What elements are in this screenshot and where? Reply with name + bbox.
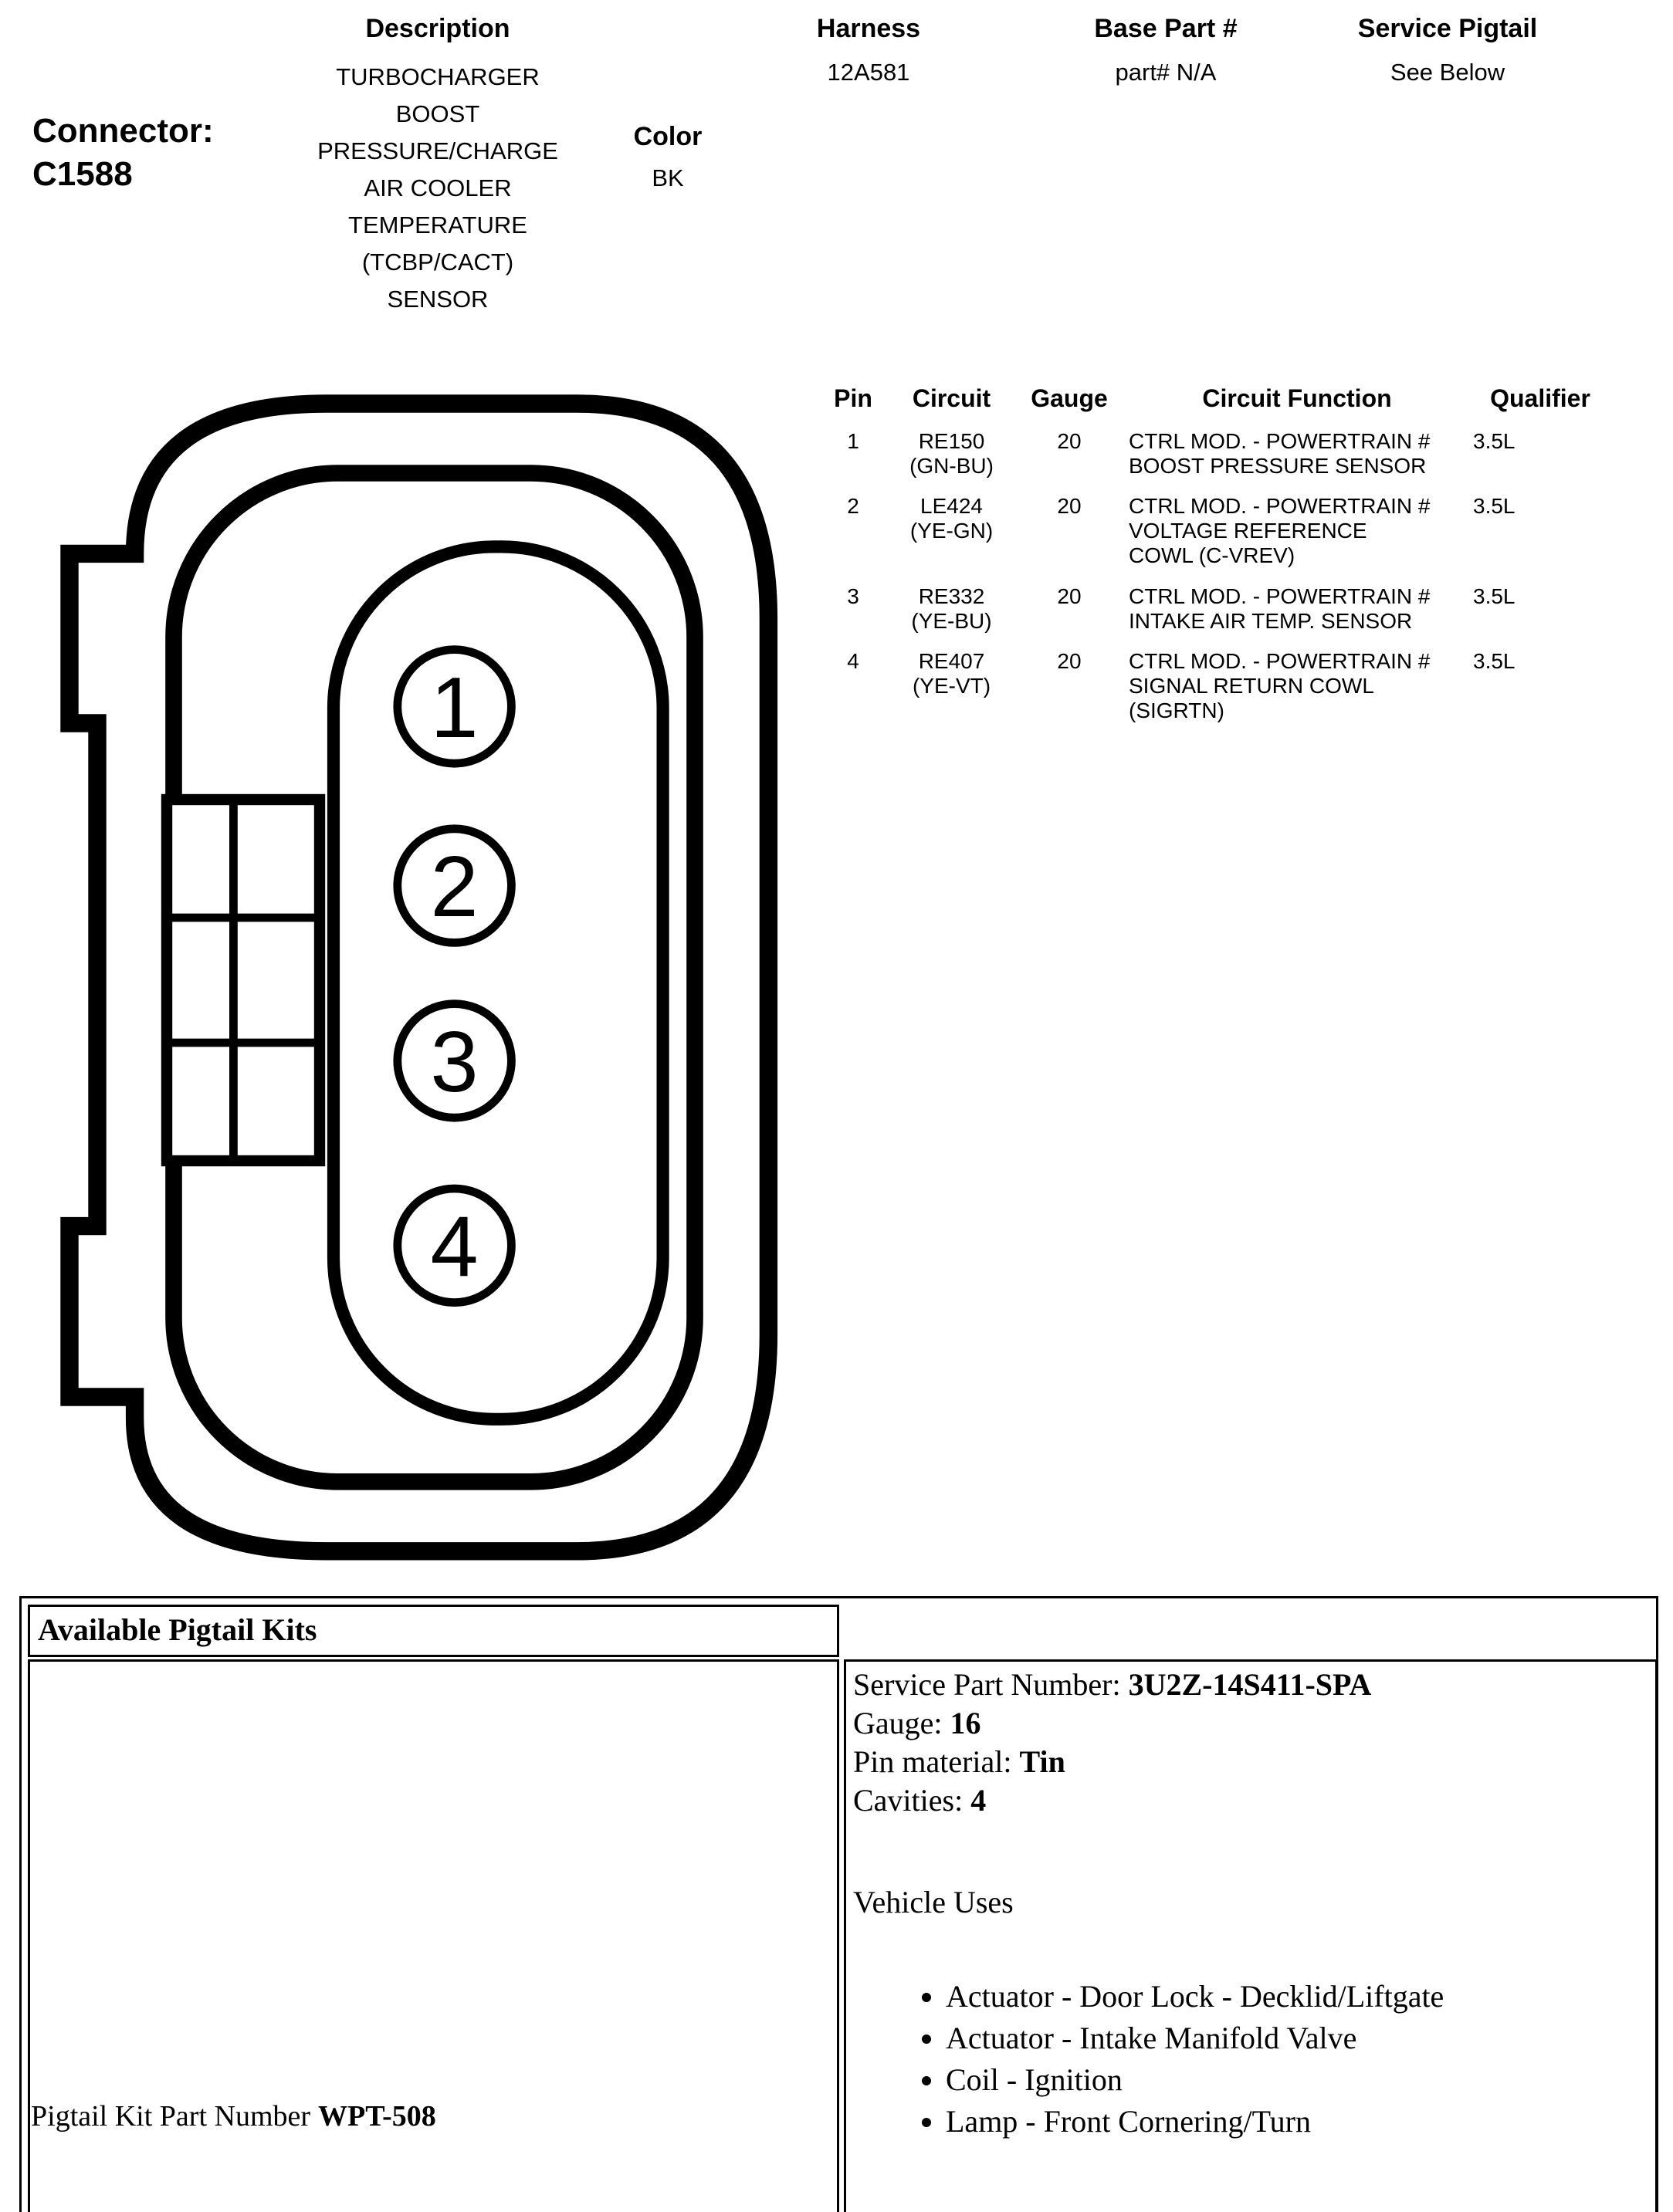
qualifier-cell: 3.5L: [1473, 649, 1516, 673]
circuit-cell: [884, 494, 1019, 543]
pin-material-line: [853, 1743, 1641, 1781]
gauge-cell: 20: [1057, 584, 1082, 608]
service-part-number-label: Service Part Number:: [853, 1667, 1121, 1702]
pin-number-cell: 1: [847, 429, 859, 453]
pigtail-kit-label: Pigtail Kit Part Number: [31, 2100, 311, 2133]
function-line: CTRL MOD. - POWERTRAIN #: [1129, 494, 1431, 518]
gauge-value: 16: [950, 1706, 981, 1740]
function-line: (SIGRTN): [1129, 698, 1224, 722]
pin-material-label: Pin material:: [853, 1744, 1012, 1779]
function-line: COWL (C-VREV): [1129, 543, 1295, 567]
service-part-number-value: 3U2Z-14S411-SPA: [1128, 1667, 1372, 1702]
description-line: AIR COOLER: [364, 174, 512, 201]
qualifier-cell: 3.5L: [1473, 584, 1516, 608]
gauge-label: Gauge:: [853, 1706, 943, 1740]
base-part-column-label: Base Part #: [1094, 14, 1238, 43]
circuit-color: (GN-BU): [909, 454, 994, 478]
circuit-color: (YE-BU): [911, 609, 992, 633]
connector-title: [32, 110, 214, 196]
vehicle-use-item: • Actuator - Intake Manifold Valve: [946, 2018, 1641, 2059]
description-line: PRESSURE/CHARGE: [317, 137, 558, 164]
circuit-code: RE150: [918, 429, 985, 453]
connector-keyway: [167, 800, 320, 1161]
qualifier-cell: 3.5L: [1473, 429, 1516, 453]
pin-material-value: Tin: [1019, 1744, 1065, 1779]
function-line: SIGNAL RETURN COWL: [1129, 674, 1374, 698]
qualifier-cell: 3.5L: [1473, 494, 1516, 518]
vehicle-use-item: • Lamp - Front Cornering/Turn: [946, 2101, 1641, 2143]
vehicle-uses-list: [853, 1976, 1641, 2143]
harness-value: 12A581: [827, 59, 910, 86]
pin-number-cell: 4: [847, 649, 859, 673]
pin-number-cell: 2: [847, 494, 859, 518]
connector-id: C1588: [32, 155, 133, 193]
circuit-code: RE332: [918, 584, 985, 608]
connector-face-diagram: [56, 390, 792, 1585]
gauge-cell: 20: [1057, 429, 1082, 453]
vehicle-uses-title: Vehicle Uses: [853, 1885, 1014, 1919]
description-line: (TCBP/CACT): [361, 249, 514, 276]
color-block: [610, 122, 726, 192]
service-part-details: [853, 1666, 1641, 2143]
description-line: BOOST: [395, 100, 480, 127]
circuit-function-cell: [1129, 649, 1476, 723]
circuit-color: (YE-VT): [912, 674, 991, 698]
circuit-cell: [884, 649, 1019, 698]
description-column-label: Description: [365, 14, 510, 43]
cavities-value: 4: [970, 1783, 987, 1818]
pin-4-number: 4: [430, 1198, 479, 1295]
vehicle-use-item: • Coil - Ignition: [946, 2059, 1641, 2101]
function-line: INTAKE AIR TEMP. SENSOR: [1129, 609, 1413, 633]
pin-cavity-outline: [334, 546, 663, 1419]
function-line: VOLTAGE REFERENCE: [1129, 519, 1367, 543]
pin-table-header-pin: Pin: [834, 384, 872, 412]
circuit-color: (YE-GN): [909, 519, 994, 543]
gauge-cell: 20: [1057, 494, 1082, 518]
circuit-cell: [884, 584, 1019, 634]
pin-table-header-circuit: Circuit: [912, 384, 991, 412]
description-line: TURBOCHARGER: [336, 63, 540, 90]
gauge-line: [853, 1704, 1641, 1743]
color-value: BK: [652, 164, 684, 191]
pin-2-number: 2: [430, 838, 479, 935]
function-line: CTRL MOD. - POWERTRAIN #: [1129, 584, 1431, 608]
function-line: CTRL MOD. - POWERTRAIN #: [1129, 649, 1431, 673]
circuit-function-cell: [1129, 429, 1476, 479]
available-pigtail-kits-title: Available Pigtail Kits: [38, 1612, 317, 1647]
cavities-line: [853, 1781, 1641, 1820]
pin-3-number: 3: [430, 1013, 479, 1110]
description-line: TEMPERATURE: [348, 211, 527, 238]
circuit-cell: [884, 429, 1019, 479]
pin-number-cell: 3: [847, 584, 859, 608]
circuit-code: LE424: [920, 494, 983, 518]
color-label: Color: [633, 122, 703, 151]
service-part-number-line: [853, 1666, 1641, 1704]
pin-table-header-gauge: Gauge: [1031, 384, 1108, 412]
circuit-function-cell: [1129, 494, 1476, 568]
pin-table-header-function: Circuit Function: [1202, 384, 1392, 412]
pin-1-number: 1: [430, 659, 479, 756]
circuit-code: RE407: [918, 649, 985, 673]
circuit-function-cell: [1129, 584, 1476, 634]
connector-label: Connector:: [32, 112, 214, 150]
pin-table-header-qualifier: Qualifier: [1490, 384, 1590, 412]
service-pigtail-value: See Below: [1390, 59, 1505, 86]
service-pigtail-column-label: Service Pigtail: [1357, 14, 1538, 43]
pigtail-kit-value: WPT-508: [318, 2100, 436, 2133]
pigtail-kit-part-number-line: [31, 2099, 436, 2133]
function-line: BOOST PRESSURE SENSOR: [1129, 454, 1427, 478]
base-part-value: part# N/A: [1115, 59, 1217, 86]
function-line: CTRL MOD. - POWERTRAIN #: [1129, 429, 1431, 453]
harness-column-label: Harness: [816, 14, 921, 43]
gauge-cell: 20: [1057, 649, 1082, 673]
available-pigtail-kits-box: [28, 1605, 839, 1657]
cavities-label: Cavities:: [853, 1783, 963, 1818]
connector-description: [283, 59, 592, 318]
vehicle-use-item: • Actuator - Door Lock - Decklid/Liftgate: [946, 1976, 1641, 2018]
description-line: SENSOR: [387, 286, 489, 313]
